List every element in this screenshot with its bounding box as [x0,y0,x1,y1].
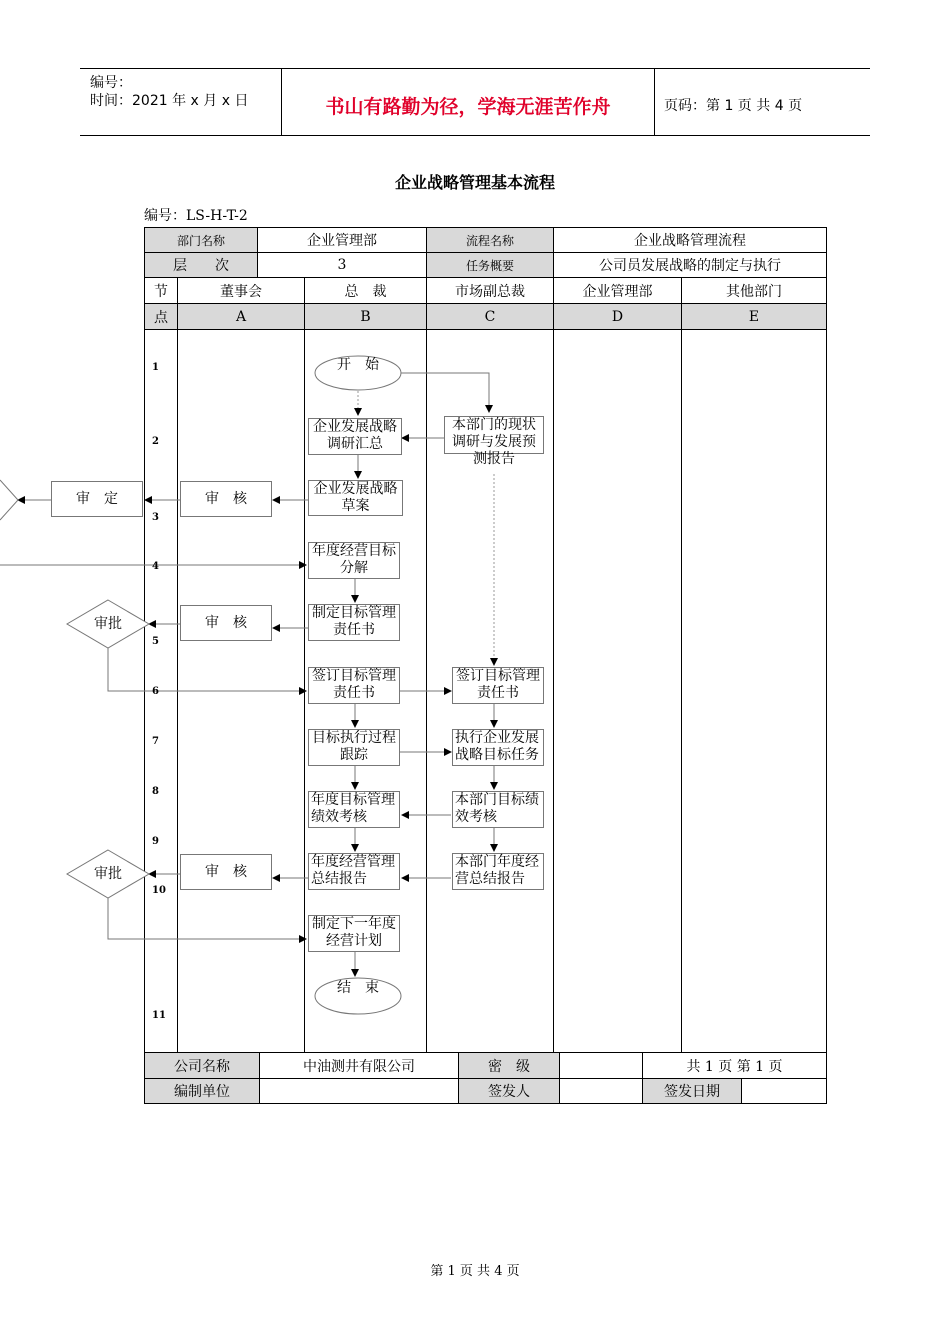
step-number: 6 [152,686,159,697]
dept-value: 企业管理部 [257,227,427,253]
step-number: 8 [152,786,159,797]
flow-approve-ext3: 审 定 [51,481,143,517]
step-number: 2 [152,436,159,447]
page-footer: 第 1 页 共 4 页 [430,1264,520,1279]
header-number-label: 编号： [90,75,132,91]
flow-approval-ext5: 审批 [94,616,122,632]
step-number: 3 [152,512,159,523]
flow-review-a10: 审 核 [180,854,272,890]
flow-approval-ext10: 审批 [94,866,122,882]
role-market-vp: 市场副总裁 [426,277,554,304]
step-number: 5 [152,636,159,647]
node-label-top: 节 [144,277,178,304]
issue-date-label: 签发日期 [642,1078,742,1104]
company-label: 公司名称 [144,1052,260,1079]
document-code: 编号：LS-H-T-2 [144,208,248,224]
flow-end: 结 束 [337,980,379,996]
level-value: 3 [257,252,427,278]
column-letter-b: B [304,303,427,330]
flow-annual-goal-breakdown: 年度经营目标分解 [308,542,400,579]
issuer-value [559,1078,643,1104]
flow-name-label: 流程名称 [426,227,554,253]
flow-annual-performance-review: 年度目标管理绩效考核 [308,791,400,828]
flow-sign-responsibility-c6: 签订目标管理责任书 [452,667,544,704]
node-label-bottom: 点 [144,303,178,330]
flow-dept-annual-summary: 本部门年度经营总结报告 [452,853,544,890]
task-value: 公司员发展战略的制定与执行 [553,252,827,278]
level-label: 层 次 [144,252,258,278]
flow-name-value: 企业战略管理流程 [553,227,827,253]
flow-start: 开 始 [337,357,379,373]
flow-execution-tracking: 目标执行过程跟踪 [308,729,400,766]
flow-review-a5: 审 核 [180,605,272,641]
flow-dept-performance-review: 本部门目标绩效考核 [452,791,544,828]
flow-strategy-research-summary: 企业发展战略调研汇总 [308,418,402,455]
column-letter-d: D [553,303,682,330]
compile-unit-label: 编制单位 [144,1078,260,1104]
step-number: 10 [152,885,166,896]
header-slogan: 书山有路勤为径，学海无涯苦作舟 [325,96,611,118]
header-time-label: 时间：2021 年 x 月 x 日 [90,93,249,109]
issue-date-value [741,1078,827,1104]
flow-target-responsibility-doc: 制定目标管理责任书 [308,604,400,641]
task-label: 任务概要 [426,252,554,278]
step-number: 11 [152,1010,166,1021]
role-other-depts: 其他部门 [681,277,827,304]
header-page-label: 页码：第 1 页 共 4 页 [664,98,803,114]
secret-level-value [559,1052,643,1079]
column-letter-e: E [681,303,827,330]
flow-next-year-plan: 制定下一年度经营计划 [308,915,400,952]
step-number: 7 [152,736,159,747]
step-number: 1 [152,362,159,373]
role-enterprise-mgmt: 企业管理部 [553,277,682,304]
role-president: 总 裁 [304,277,427,304]
document-title: 企业战略管理基本流程 [394,173,555,192]
flow-sign-responsibility-b6: 签订目标管理责任书 [308,667,400,704]
step-number: 9 [152,836,159,847]
company-value: 中油测井有限公司 [259,1052,459,1079]
flow-annual-summary-report: 年度经营管理总结报告 [308,853,400,890]
column-letter-c: C [426,303,554,330]
page-count: 共 1 页 第 1 页 [642,1052,827,1079]
issuer-label: 签发人 [458,1078,560,1104]
compile-unit-value [259,1078,459,1104]
flow-dept-status-report: 本部门的现状调研与发展预测报告 [444,416,544,454]
role-board: 董事会 [177,277,305,304]
step-number: 4 [152,561,159,572]
flow-execute-strategy-tasks: 执行企业发展战略目标任务 [452,729,544,766]
secret-level-label: 密 级 [458,1052,560,1079]
dept-label: 部门名称 [144,227,258,253]
flow-review-a3: 审 核 [180,481,272,517]
column-letter-a: A [177,303,305,330]
flow-strategy-draft: 企业发展战略草案 [308,480,403,516]
